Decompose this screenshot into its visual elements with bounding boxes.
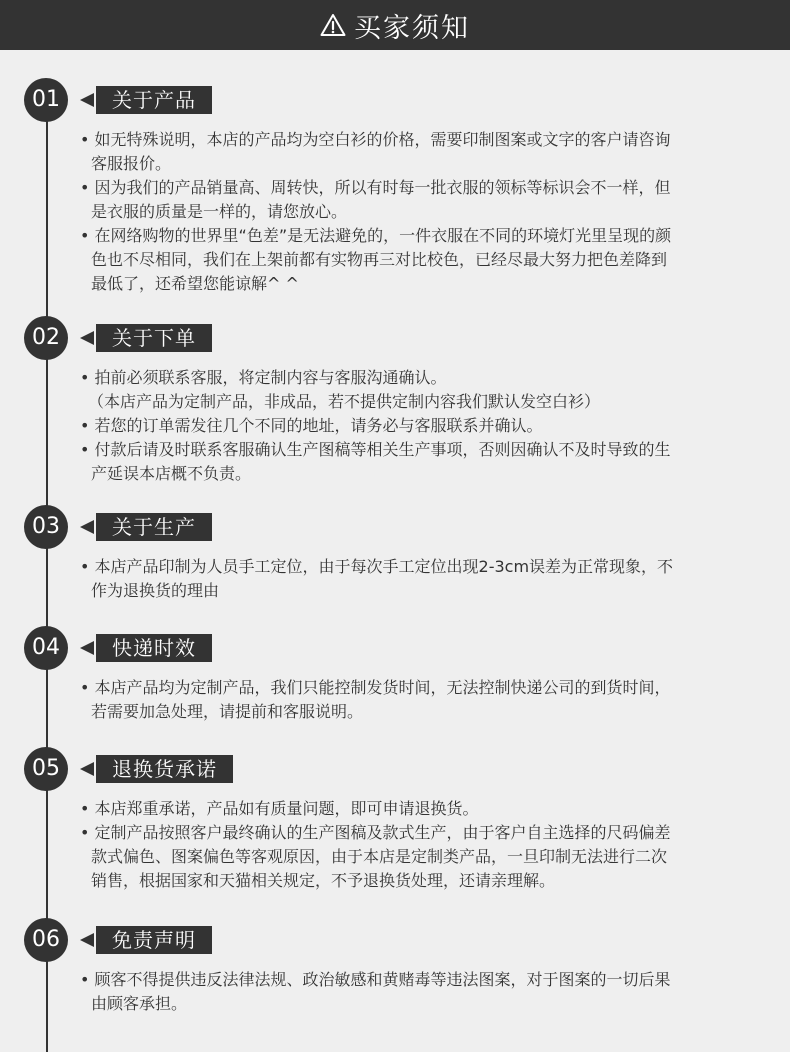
text-line: 销售，根据国家和天猫相关规定，不予退换货处理，还请亲理解。 <box>91 871 556 890</box>
text-line: 客服报价。 <box>91 154 172 173</box>
section-number: 05 <box>24 747 68 791</box>
text-line: 是衣服的质量是一样的，请您放心。 <box>91 202 348 221</box>
tag-arrow <box>80 933 94 947</box>
timeline-line <box>46 100 48 1052</box>
text-line: • 本店产品均为定制产品，我们只能控制发货时间，无法控制快递公司的到货时间， <box>80 678 671 697</box>
text-line: 由顾客承担。 <box>91 994 188 1013</box>
text-line: 色也不尽相同，我们在上架前都有实物再三对比校色，已经尽最大努力把色差降到 <box>91 250 668 269</box>
section-tag <box>80 86 212 114</box>
text-line: 产延误本店概不负责。 <box>91 464 252 483</box>
text-line: • 定制产品按照客户最终确认的生产图稿及款式生产，由于客户自主选择的尺码偏差 <box>80 823 671 842</box>
section-tag <box>80 513 212 541</box>
text-line: • 本店郑重承诺，产品如有质量问题，即可申请退换货。 <box>80 799 479 818</box>
tag-arrow <box>80 520 94 534</box>
section-title: 关于产品 <box>96 86 212 114</box>
warning-icon <box>320 13 346 37</box>
section-tag <box>80 634 212 662</box>
text-line: • 付款后请及时联系客服确认生产图稿等相关生产事项，否则因确认不及时导致的生 <box>80 440 671 459</box>
text-line: （本店产品为定制产品，非成品，若不提供定制内容我们默认发空白衫） <box>88 392 601 411</box>
section-title: 关于下单 <box>96 324 212 352</box>
section-title: 免责声明 <box>96 926 212 954</box>
section-tag <box>80 324 212 352</box>
tag-arrow <box>80 331 94 345</box>
text-line: • 本店产品印制为人员手工定位，由于每次手工定位出现2-3cm误差为正常现象，不 <box>80 557 674 576</box>
tag-arrow <box>80 641 94 655</box>
section-number: 02 <box>24 316 68 360</box>
text-line: 若需要加急处理，请提前和客服说明。 <box>91 702 364 721</box>
text-line: 作为退换货的理由 <box>91 581 220 600</box>
text-line: • 因为我们的产品销量高、周转快，所以有时每一批衣服的领标等标识会不一样，但 <box>80 178 671 197</box>
section-number: 03 <box>24 505 68 549</box>
section-title: 退换货承诺 <box>96 755 233 783</box>
section-number: 01 <box>24 78 68 122</box>
section-number: 04 <box>24 626 68 670</box>
text-line: 最低了，还希望您能谅解^ ^ <box>91 274 299 293</box>
section-title: 快递时效 <box>96 634 212 662</box>
text-line: 款式偏色、图案偏色等客观原因，由于本店是定制类产品，一旦印制无法进行二次 <box>91 847 668 866</box>
text-line: • 顾客不得提供违反法律法规、政治敏感和黄赌毒等违法图案，对于图案的一切后果 <box>80 970 671 989</box>
section-title: 关于生产 <box>96 513 212 541</box>
text-line: • 如无特殊说明，本店的产品均为空白衫的价格，需要印制图案或文字的客户请咨询 <box>80 130 671 149</box>
text-line: • 若您的订单需发往几个不同的地址，请务必与客服联系并确认。 <box>80 416 543 435</box>
section-tag <box>80 755 233 783</box>
page-header <box>0 0 790 50</box>
page-title: 买家须知 <box>354 12 470 44</box>
tag-arrow <box>80 762 94 776</box>
text-line: • 在网络购物的世界里“色差”是无法避免的，一件衣服在不同的环境灯光里呈现的颜 <box>80 226 672 245</box>
section-number: 06 <box>24 918 68 962</box>
text-line: • 拍前必须联系客服，将定制内容与客服沟通确认。 <box>80 368 447 387</box>
tag-arrow <box>80 93 94 107</box>
section-tag <box>80 926 212 954</box>
